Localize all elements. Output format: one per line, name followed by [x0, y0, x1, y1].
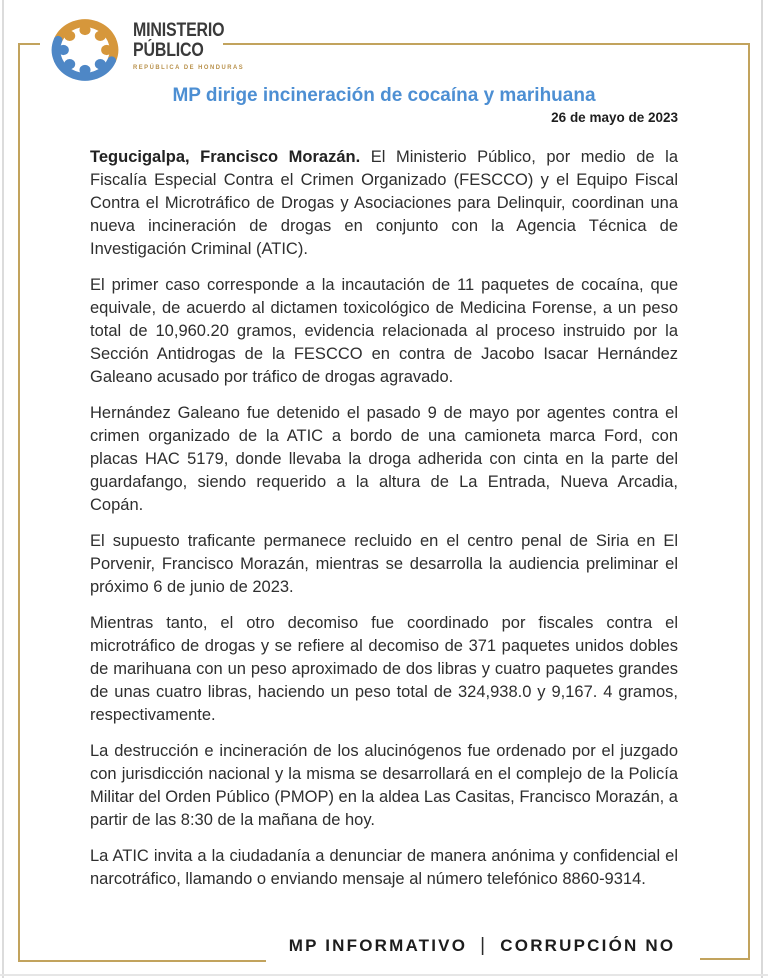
- footer-right-label: CORRUPCIÓN NO: [500, 936, 676, 955]
- scan-edge-bottom: [0, 974, 768, 976]
- paragraph-text: Hernández Galeano fue detenido el pasado 9 de mayo por agentes contra el crimen organizado de la ATIC a bordo de una camioneta marca Ford, con placas HAC 5179, donde llevaba la droga adherida con cinta en la parte del guardafango, siendo requerido a la altura de La Entrada, Nueva Arcadia, Copán.: [90, 404, 678, 514]
- logo-subtitle: REPÚBLICA DE HONDURAS: [133, 64, 245, 71]
- logo-line-ministerio: MINISTERIO: [133, 20, 225, 41]
- paragraph-text: El primer caso corresponde a la incautación de 11 paquetes de cocaína, que equivale, de acuerdo al dictamen toxicológico de Medicina Forense, a un peso total de 10,960.20 gramos, evidencia relacionada al proceso instruido por la Sección Antidrogas de la FESCCO en contra de Jacobo Isacar Hernández Galeano acusado por tráfico de drogas agravado.: [90, 276, 678, 386]
- frame-line-bottom-left: [18, 960, 266, 962]
- paragraph-text: Mientras tanto, el otro decomiso fue coordinado por fiscales contra el microtráfico de drogas y se refiere al decomiso de 371 paquetes unidos dobles de marihuana con un peso aproximado de dos libras y cuatro paquetes grandes de unas cuatro libras, haciendo un peso total de 324,938.0 y 9,167. 4 gramos, respectivamente.: [90, 614, 678, 724]
- paragraph-2: [90, 274, 678, 389]
- article-title: MP dirige incineración de cocaína y marihuana: [172, 85, 596, 106]
- frame-line-top-left-stub: [18, 43, 40, 45]
- paragraph-text: El Ministerio Público, por medio de la Fiscalía Especial Contra el Crimen Organizado (FESCCO) y el Equipo Fiscal Contra el Microtráfico de Drogas y Asociaciones para Delinquir, coordinan una nueva incineración de drogas en conjunto con la Agencia Técnica de Investigación Criminal (ATIC).: [90, 148, 678, 258]
- paragraph-1: [90, 146, 678, 261]
- scan-edge-right: [761, 0, 763, 978]
- paragraph-text: La destrucción e incineración de los alucinógenos fue ordenado por el juzgado con jurisdicción nacional y la misma se desarrollará en el complejo de la Policía Militar del Orden Público (PMOP) en la aldea Las Casitas, Francisco Morazán, a partir de las 8:30 de la mañana de hoy.: [90, 742, 678, 829]
- footer-banner: [289, 935, 676, 957]
- paragraph-5: [90, 612, 678, 727]
- scan-edge-left: [2, 0, 4, 978]
- paragraph-text: La ATIC invita a la ciudadanía a denunciar de manera anónima y confidencial el narcotráfico, llamando o enviando mensaje al número telefónico 8860-9314.: [90, 847, 678, 888]
- ministerio-publico-logo: [46, 14, 257, 86]
- frame-line-right: [748, 44, 750, 960]
- footer-left-label: MP INFORMATIVO: [288, 936, 468, 955]
- frame-line-left: [18, 43, 20, 962]
- frame-line-bottom-right-stub: [700, 958, 750, 960]
- paragraph-lead: Tegucigalpa, Francisco Morazán.: [90, 148, 361, 166]
- paragraph-6: [90, 740, 678, 832]
- paragraph-7: [90, 845, 678, 891]
- people-circle-emblem-icon: [46, 14, 124, 86]
- paragraph-text: El supuesto traficante permanece recluido en el centro penal de Siria en El Porvenir, Francisco Morazán, mientras se desarrolla la audiencia preliminar el próximo 6 de junio de 2023.: [90, 532, 678, 596]
- footer-separator: |: [480, 935, 488, 956]
- logo-wordmark: [133, 21, 257, 71]
- article-body: [90, 146, 678, 904]
- paragraph-4: [90, 530, 678, 599]
- article-date: 26 de mayo de 2023: [551, 110, 678, 125]
- logo-line-publico: PÚBLICO: [133, 40, 204, 61]
- frame-line-top: [223, 43, 750, 45]
- paragraph-3: [90, 402, 678, 517]
